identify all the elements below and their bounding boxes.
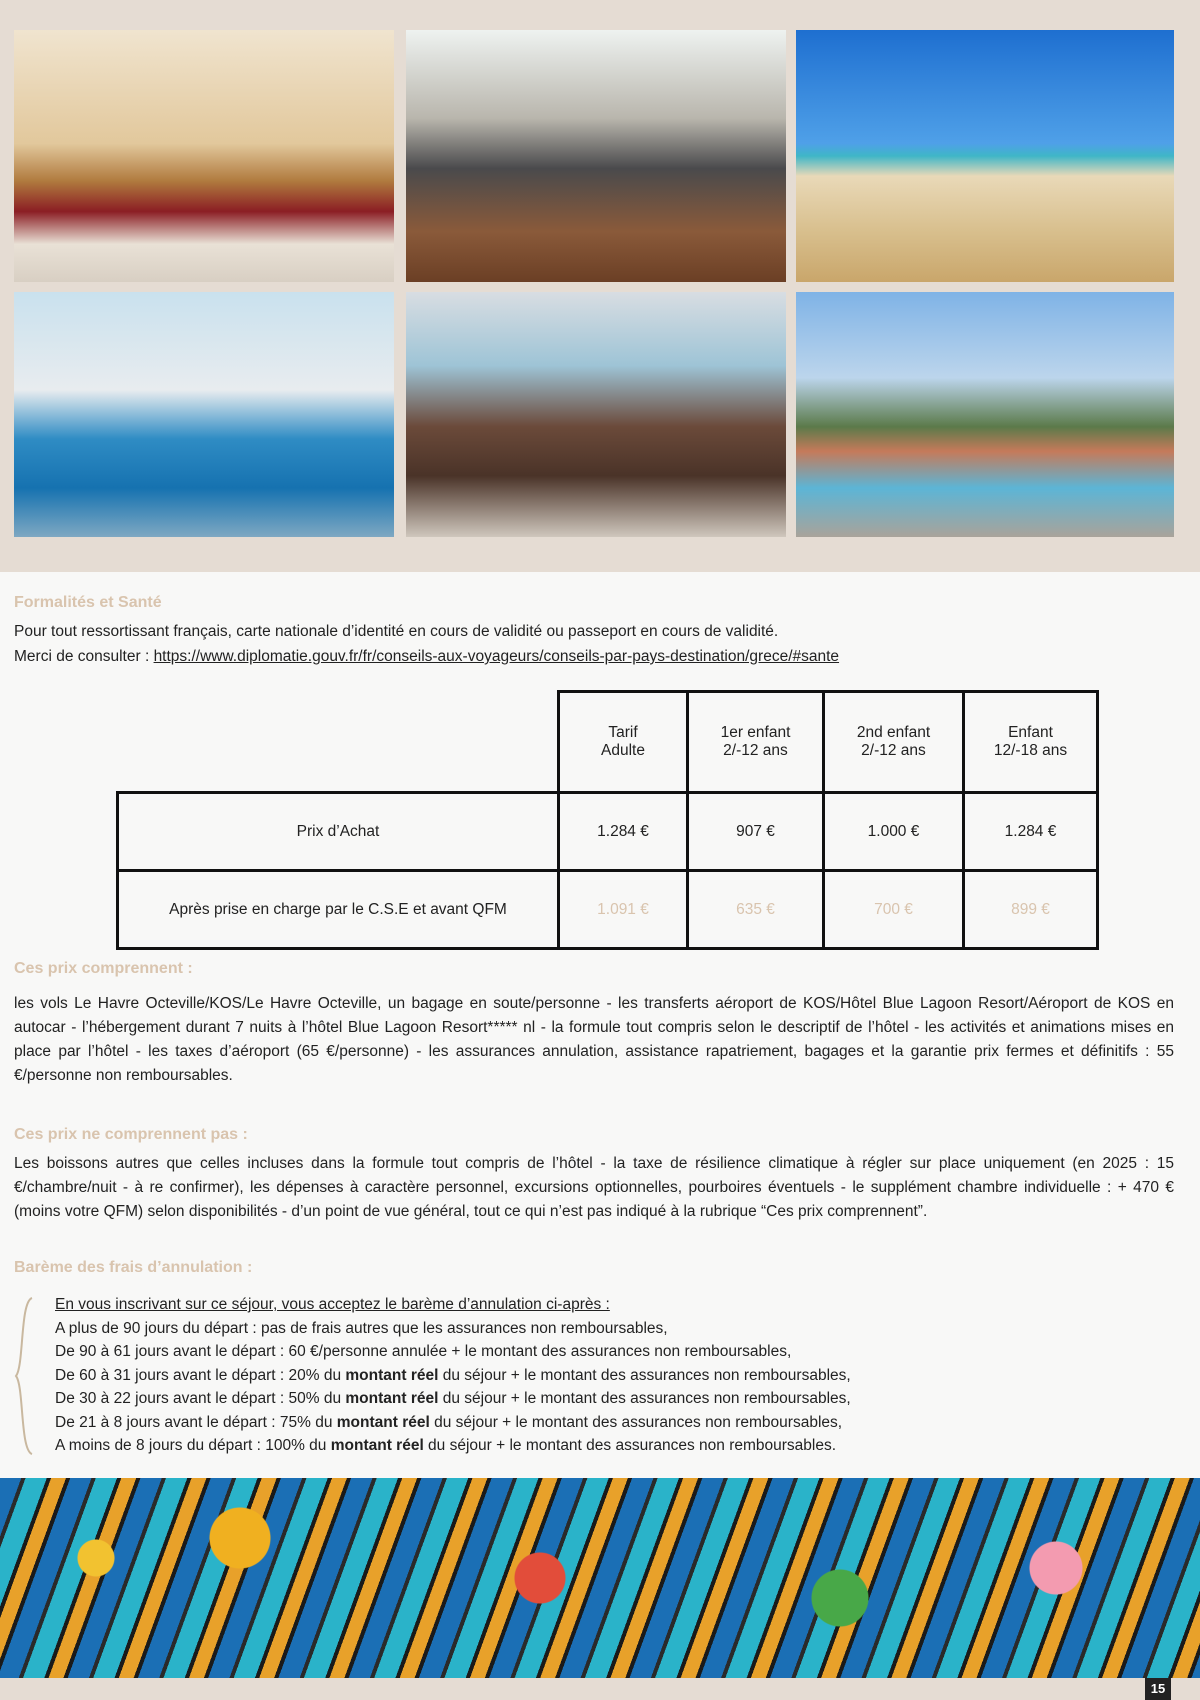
- photo-outdoor-pool: [796, 292, 1174, 537]
- comprennent-text: les vols Le Havre Octeville/KOS/Le Havre Octeville, un bagage en soute/personne - les transferts aéroport de KOS/Hôtel Blue Lagoon Resort/Aéroport de KOS en autocar - l’hébergement durant 7 nuits à l’hôtel Blue Lagoon Resort***** nl - la formule tout compris selon le descriptif de l’hôtel - les activités et animations mises en place par l’hôtel - les taxes d’aéroport (65 €/personne) - les assurances annulation, assistance rapatriement, bagages et la garantie prix fermes et définitifs : 55 €/personne non remboursables.: [14, 995, 1174, 1084]
- list-item: De 60 à 31 jours avant le départ : 20% du montant réel du séjour + le montant des assurances non remboursables,: [55, 1366, 851, 1384]
- photo-hotel-lobby: [14, 30, 394, 282]
- consult-label: Merci de consulter :: [14, 648, 154, 665]
- table-row: [118, 871, 1098, 949]
- formalites-link-line: [14, 645, 839, 669]
- photo-fitness-room: [406, 30, 786, 282]
- formalites-heading: Formalités et Santé: [14, 594, 162, 611]
- col-header: 2nd enfant 2/-12 ans: [824, 692, 964, 793]
- row-label: Prix d’Achat: [118, 793, 559, 871]
- photo-restaurant-terrace: [406, 292, 786, 537]
- bareme-list: [55, 1293, 851, 1458]
- decorative-doodle-banner: [0, 1478, 1200, 1678]
- list-item: A plus de 90 jours du départ : pas de frais autres que les assurances non remboursables,: [55, 1319, 668, 1337]
- price-cell: 700 €: [824, 871, 964, 949]
- bareme-heading: Barème des frais d’annulation :: [14, 1259, 253, 1276]
- list-item: De 30 à 22 jours avant le départ : 50% du montant réel du séjour + le montant des assurances non remboursables,: [55, 1390, 851, 1407]
- price-cell: 1.000 €: [824, 793, 964, 871]
- price-cell: 899 €: [964, 871, 1098, 949]
- price-cell: 635 €: [688, 871, 824, 949]
- list-item: De 21 à 8 jours avant le départ : 75% du montant réel du séjour + le montant des assurances non remboursables,: [55, 1413, 843, 1431]
- col-header: Tarif Adulte: [559, 692, 688, 793]
- col-header: 1er enfant 2/-12 ans: [688, 692, 824, 793]
- list-item: A moins de 8 jours du départ : 100% du montant réel du séjour + le montant des assurances non remboursables.: [55, 1437, 837, 1454]
- table-row: [118, 793, 1098, 871]
- col-header: Enfant 12/-18 ans: [964, 692, 1098, 793]
- comprennent-heading: Ces prix comprennent :: [14, 960, 193, 977]
- bareme-intro: En vous inscrivant sur ce séjour, vous acceptez le barème d’annulation ci-après :: [55, 1296, 610, 1313]
- price-cell: 907 €: [688, 793, 824, 871]
- ne-comprennent-text: Les boissons autres que celles incluses dans la formule tout compris de l’hôtel - la taxe de résilience climatique à régler sur place uniquement (en 2025 : 15 €/chambre/nuit - à re confirmer), les dépenses à caractère personnel, excursions optionnelles, pourboires éventuels - le supplément chambre individuelle : + 470 € (moins votre QFM) selon disponibilités - d’un point de vue général, tout ce qui n’est pas indiqué à la rubrique “Ces prix comprennent”.: [14, 1155, 1174, 1220]
- ne-comprennent-heading: Ces prix ne comprennent pas :: [14, 1126, 248, 1143]
- photo-indoor-pool: [14, 292, 394, 537]
- price-cell: 1.284 €: [964, 793, 1098, 871]
- page-number: 15: [1145, 1678, 1171, 1700]
- footer-band: [0, 1678, 1200, 1700]
- formalites-text: Pour tout ressortissant français, carte nationale d’identité en cours de validité ou passeport en cours de validité.: [14, 623, 779, 640]
- price-cell: 1.091 €: [559, 871, 688, 949]
- brace-icon: [14, 1296, 34, 1456]
- photo-beach: [796, 30, 1174, 282]
- row-label: Après prise en charge par le C.S.E et avant QFM: [118, 871, 559, 949]
- price-cell: 1.284 €: [559, 793, 688, 871]
- diplomatie-link[interactable]: https://www.diplomatie.gouv.fr/fr/conseils-aux-voyageurs/conseils-par-pays-destination/grece/#sante: [153, 648, 840, 665]
- table-corner: [118, 692, 559, 793]
- list-item: De 90 à 61 jours avant le départ : 60 €/personne annulée + le montant des assurances non remboursables,: [55, 1343, 792, 1360]
- price-table: [116, 690, 1099, 950]
